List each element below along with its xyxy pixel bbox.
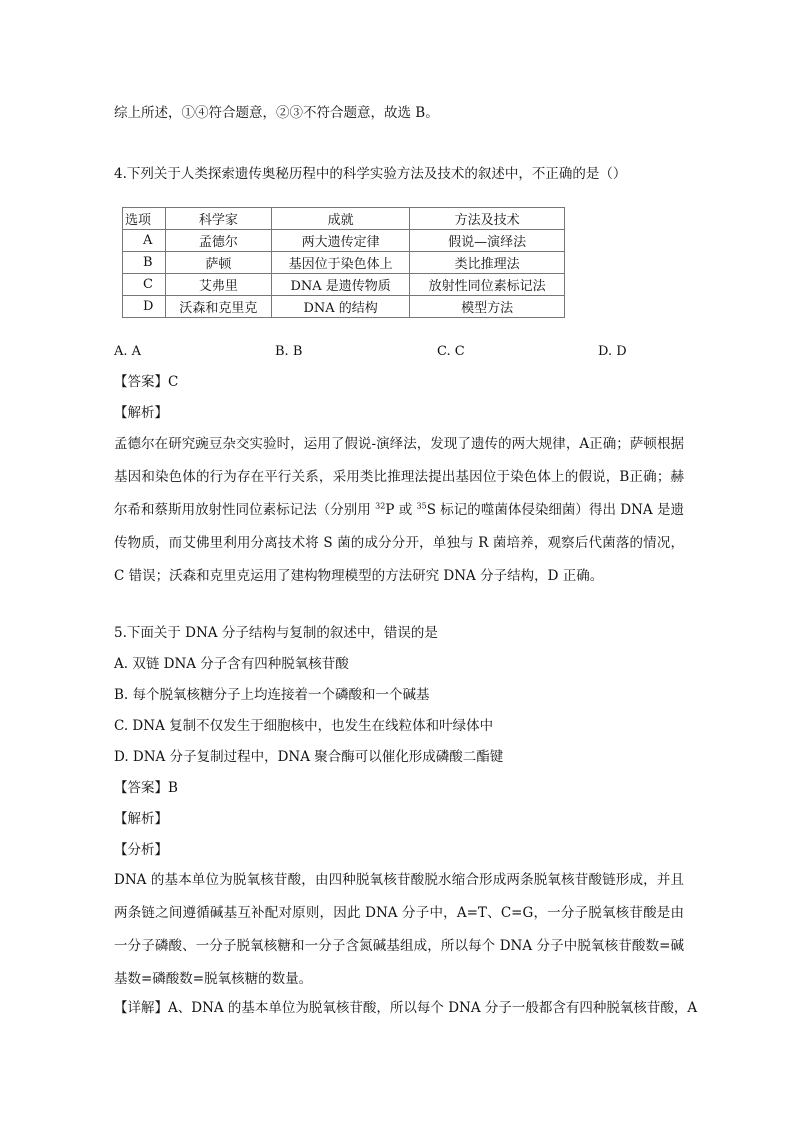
table-cell: D bbox=[123, 296, 166, 318]
question-5-fenxi-heading: 【分析】 bbox=[114, 842, 168, 858]
table-cell: 两大遗传定律 bbox=[271, 230, 409, 252]
question-4-answer: 【答案】C bbox=[114, 374, 179, 390]
table-row bbox=[123, 230, 565, 252]
table-cell: A bbox=[123, 230, 166, 252]
option-c: C. DNA 复制不仅发生于细胞核中，也发生在线粒体和叶绿体中 bbox=[114, 718, 494, 734]
detail-heading: 【详解】 bbox=[114, 1000, 168, 1016]
question-4-stem: 4.下列关于人类探索遗传奥秘历程中的科学实验方法及技术的叙述中，不正确的是（） bbox=[114, 166, 627, 182]
analysis-part: S 标记的噬菌体侵染细菌）得出 DNA 是遗传物质，而艾佛里利用分离技术将 S 菌的成分分开，单独与 R 菌培养，观察后代菌落的情况，C 错误；沃森和克里克运用了建构物理模型的方法研究 DNA 分子结构，D 正确。 bbox=[114, 502, 684, 584]
option-d: D. D bbox=[598, 344, 627, 359]
option-a: A. 双链 DNA 分子含有四种脱氧核苷酸 bbox=[114, 656, 349, 672]
analysis-part: P 或 bbox=[385, 502, 417, 518]
table-row bbox=[123, 274, 565, 296]
isotope-32: 32 bbox=[375, 501, 386, 511]
table-header-cell: 方法及技术 bbox=[410, 208, 565, 230]
table-cell: 类比推理法 bbox=[410, 252, 565, 274]
question-4-analysis-heading: 【解析】 bbox=[114, 405, 168, 421]
question-5-analysis-heading: 【解析】 bbox=[114, 811, 168, 827]
isotope-35: 35 bbox=[416, 501, 427, 511]
question-5-answer: 【答案】B bbox=[114, 780, 178, 796]
detail-text: A、DNA 的基本单位为脱氧核苷酸，所以每个 DNA 分子一般都含有四种脱氧核苷酸，A bbox=[168, 1000, 698, 1016]
question-4-analysis-text bbox=[114, 428, 684, 593]
table-cell: DNA 的结构 bbox=[271, 296, 409, 318]
table-row bbox=[123, 296, 565, 318]
question-4-table bbox=[122, 207, 565, 318]
table-cell: 萨顿 bbox=[165, 252, 271, 274]
question-5-detail bbox=[114, 999, 697, 1017]
table-cell: 模型方法 bbox=[410, 296, 565, 318]
table-cell: 假说—演绎法 bbox=[410, 230, 565, 252]
option-b: B. B bbox=[275, 344, 303, 359]
table-cell: 沃森和克里克 bbox=[165, 296, 271, 318]
summary-line: 综上所述，①④符合题意，②③不符合题意，故选 B。 bbox=[114, 105, 439, 121]
table-row bbox=[123, 252, 565, 274]
table-header-cell: 选项 bbox=[123, 208, 166, 230]
table-cell: DNA 是遗传物质 bbox=[271, 274, 409, 296]
option-b: B. 每个脱氧核糖分子上均连接着一个磷酸和一个碱基 bbox=[114, 687, 430, 703]
table-header-row bbox=[123, 208, 565, 230]
table-header-cell: 成就 bbox=[271, 208, 409, 230]
option-d: D. DNA 分子复制过程中，DNA 聚合酶可以催化形成磷酸二酯键 bbox=[114, 749, 504, 765]
question-5-fenxi-text: DNA 的基本单位为脱氧核苷酸，由四种脱氧核苷酸脱水缩合形成两条脱氧核苷酸链形成，并且两条链之间遵循碱基互补配对原则，因此 DNA 分子中，A=T、C=G，一分子脱氧核苷酸是由一分子磷酸、一分子脱氧核糖和一分子含氮碱基组成，所以每个 DNA 分子中脱氧核苷酸数=碱基数=磷酸数=脱氧核糖的数量。 bbox=[114, 872, 684, 987]
table-cell: 孟德尔 bbox=[165, 230, 271, 252]
question-5-stem: 5.下面关于 DNA 分子结构与复制的叙述中，错误的是 bbox=[114, 625, 438, 641]
table-cell: 放射性同位素标记法 bbox=[410, 274, 565, 296]
analysis-part: 孟德尔在研究豌豆杂交实验时，运用了假说-演绎法，发现了遗传的两大规律，A正确；萨顿根据基因和染色体的行为存在平行关系，采用类比推理法提出基因位于染色体上的假说，B正确；赫尔希和蔡斯用放射性同位素标记法（分别用 bbox=[114, 436, 684, 518]
table-cell: C bbox=[123, 274, 166, 296]
option-c: C. C bbox=[437, 344, 465, 359]
table-cell: 艾弗里 bbox=[165, 274, 271, 296]
option-a: A. A bbox=[114, 344, 142, 359]
table-header-cell: 科学家 bbox=[165, 208, 271, 230]
table-cell: B bbox=[123, 252, 166, 274]
table-cell: 基因位于染色体上 bbox=[271, 252, 409, 274]
